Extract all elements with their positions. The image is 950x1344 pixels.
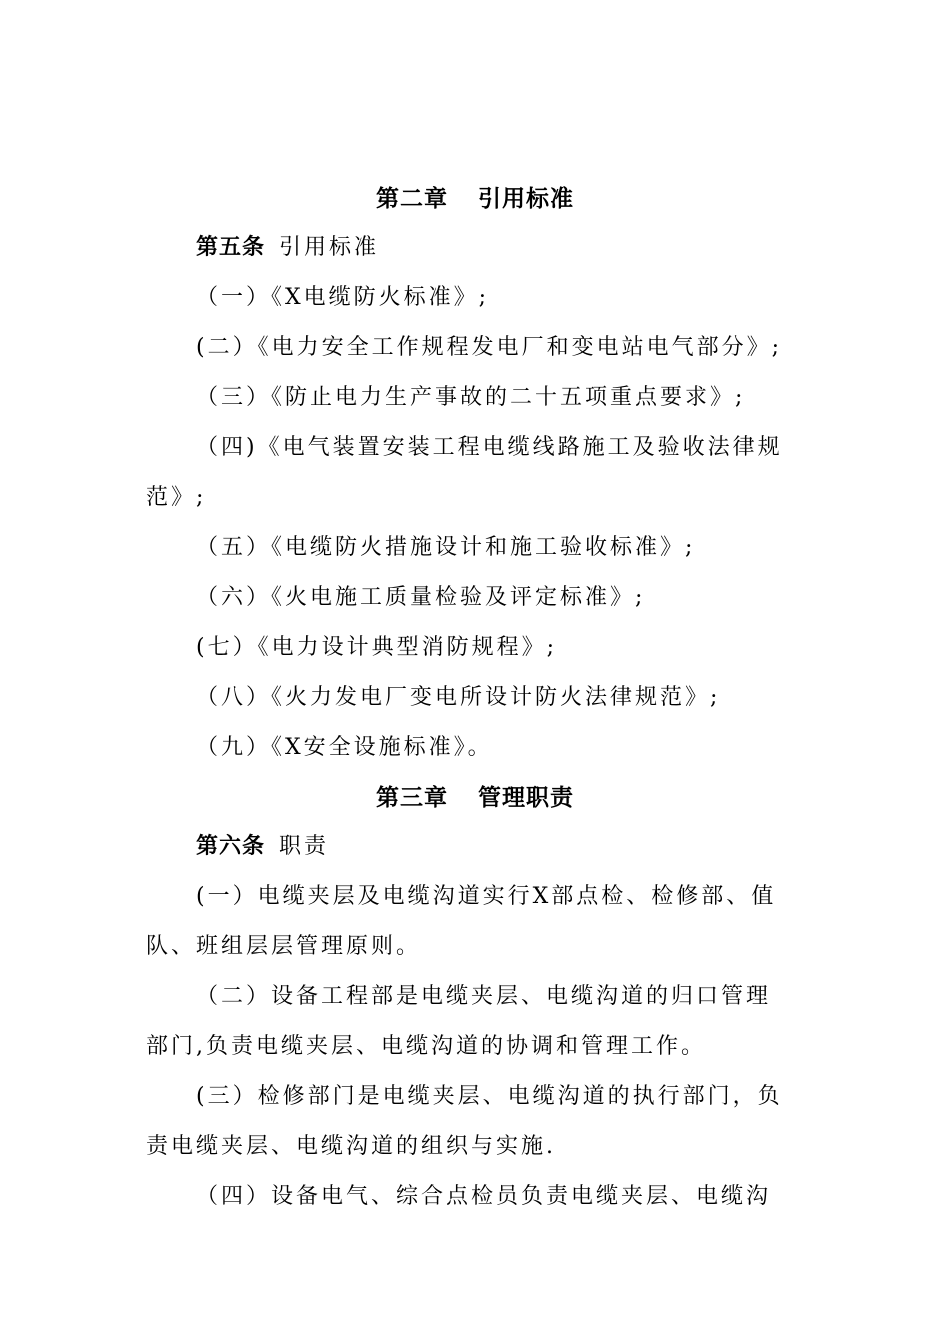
duty-item-1-continuation: 队、班组层层管理原则。	[146, 934, 422, 959]
article-6-label: 第六条	[196, 834, 266, 859]
chapter-3-heading	[0, 783, 950, 813]
article-6-title: 职责	[279, 834, 330, 859]
reference-item-5: （五）《电缆防火措施设计和施工验收标准》;	[196, 535, 696, 560]
reference-item-1: （一）《X电缆防火标准》;	[196, 285, 490, 310]
chapter-3-title: 管理职责	[478, 785, 574, 811]
duty-item-3-continuation: 责电缆夹层、电缆沟道的组织与实施.	[146, 1134, 556, 1159]
reference-item-6: （六）《火电施工质量检验及评定标准》;	[196, 585, 646, 610]
chapter-2-heading	[0, 184, 950, 214]
reference-item-7: (七）《电力设计典型消防规程》;	[196, 635, 557, 660]
reference-item-4: （四)《电气装置安装工程电缆线路施工及验收法律规	[196, 435, 783, 460]
reference-item-2: (二）《电力安全工作规程发电厂和变电站电气部分》;	[196, 335, 782, 360]
article-5-title: 引用标准	[279, 235, 380, 260]
chapter-2-title: 引用标准	[478, 186, 574, 212]
duty-item-2-continuation: 部门,负责电缆夹层、电缆沟道的协调和管理工作。	[146, 1034, 706, 1059]
duty-item-4: （四）设备电气、综合点检员负责电缆夹层、电缆沟	[196, 1184, 772, 1209]
chapter-3-number: 第三章	[376, 785, 448, 811]
article-6-heading	[196, 832, 329, 862]
reference-item-8: （八）《火力发电厂变电所设计防火法律规范》;	[196, 685, 721, 710]
duty-item-3: (三）检修部门是电缆夹层、电缆沟道的执行部门，负	[196, 1084, 783, 1109]
reference-item-3: （三）《防止电力生产事故的二十五项重点要求》;	[196, 385, 746, 410]
reference-item-4-continuation: 范》;	[146, 485, 207, 510]
article-5-label: 第五条	[196, 235, 266, 260]
duty-item-2: （二）设备工程部是电缆夹层、电缆沟道的归口管理	[196, 984, 772, 1009]
duty-item-1: (一）电缆夹层及电缆沟道实行X部点检、检修部、值	[196, 884, 777, 909]
chapter-2-number: 第二章	[376, 186, 448, 212]
reference-item-9: （九）《X安全设施标准》。	[196, 735, 493, 760]
article-5-heading	[196, 233, 379, 263]
